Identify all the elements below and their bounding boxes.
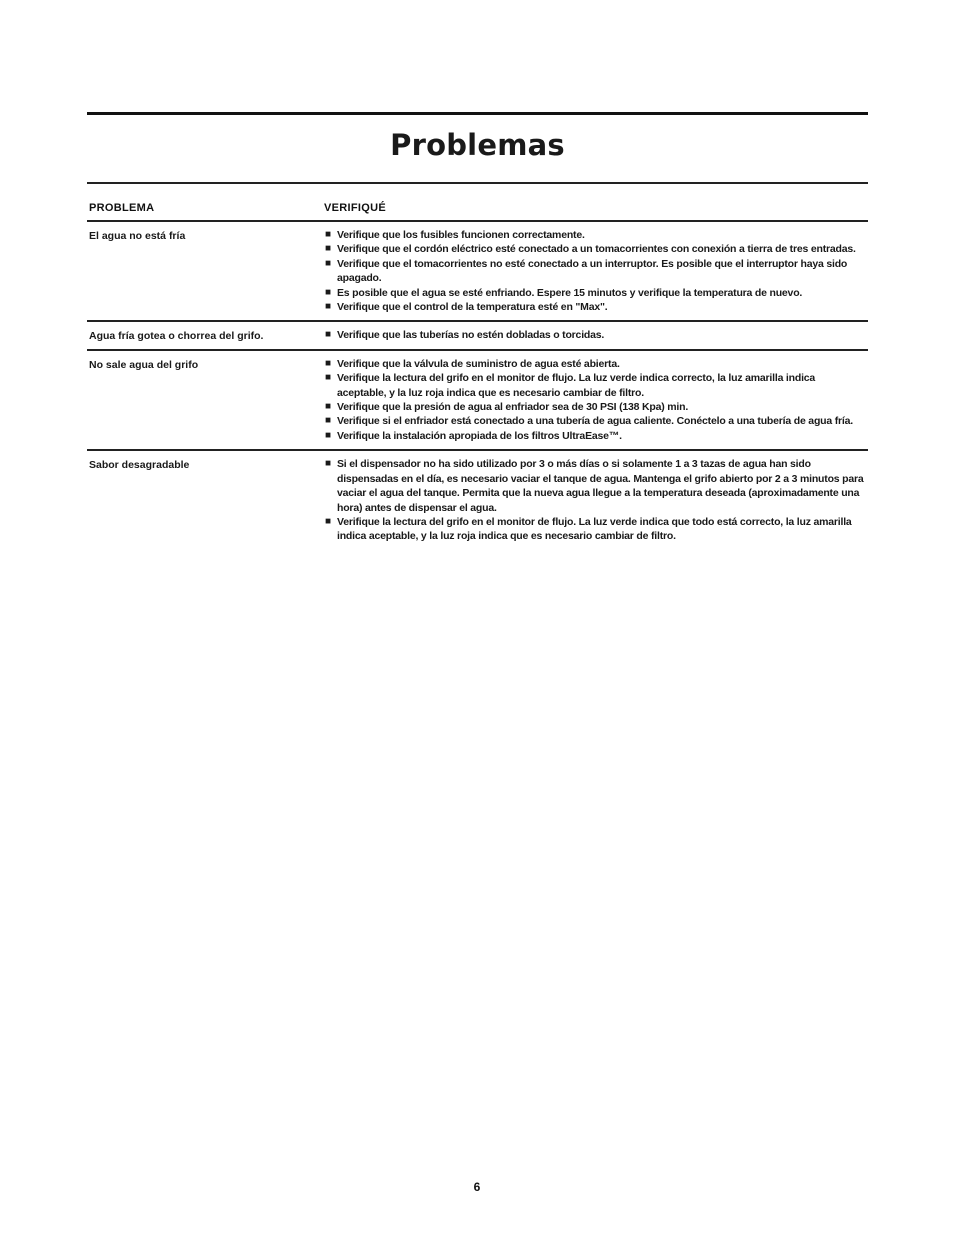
bullet-icon: ■ xyxy=(325,286,331,298)
check-item xyxy=(324,228,866,242)
check-cell xyxy=(324,451,868,549)
bullet-icon: ■ xyxy=(325,229,331,240)
check-item-text: Verifique la instalación apropiada de los filtros UltraEase™. xyxy=(337,429,622,442)
check-item xyxy=(324,429,866,443)
check-item-text: Verifique que el cordón eléctrico esté conectado a un tomacorrientes con conexión a tierra de tres entradas. xyxy=(337,243,856,256)
bullet-icon: ■ xyxy=(325,372,331,384)
problem-cell xyxy=(87,322,324,348)
troubleshooting-table xyxy=(87,192,868,550)
bullet-icon: ■ xyxy=(325,243,331,255)
check-item-text: Es posible que el agua se esté enfriando. Espere 15 minutos y verifique la temperatura de nuevo. xyxy=(337,286,803,299)
header-problem-cell xyxy=(87,198,324,216)
bullet-icon: ■ xyxy=(325,257,331,269)
bullet-icon: ■ xyxy=(325,458,331,470)
check-item-text: Verifique la lectura del grifo en el monitor de flujo. La luz verde indica correcto, la luz amarilla indica aceptable, y la luz roja indica que es necesario cambiar de filtro. xyxy=(337,372,816,399)
problem-text: Sabor desagradable xyxy=(89,459,190,472)
check-item xyxy=(324,457,866,515)
problem-text: El agua no está fría xyxy=(89,230,186,242)
check-cell xyxy=(324,222,868,320)
check-cell xyxy=(324,322,868,348)
bullet-icon: ■ xyxy=(325,357,331,369)
page-title: Problemas xyxy=(390,128,565,162)
table-row xyxy=(87,322,868,350)
check-item xyxy=(324,414,866,428)
check-item-text: Verifique que los fusibles funcionen correctamente. xyxy=(337,229,585,241)
check-list xyxy=(324,322,866,348)
bullet-icon: ■ xyxy=(325,329,331,341)
bullet-icon: ■ xyxy=(325,429,331,441)
check-list xyxy=(324,351,866,449)
check-item-text: Verifique que la presión de agua al enfriador sea de 30 PSI (138 Kpa) min. xyxy=(337,401,689,414)
check-item xyxy=(324,300,866,314)
header-problem-label: PROBLEMA xyxy=(89,202,155,214)
page-number: 6 xyxy=(473,1180,481,1194)
check-item-text: Verifique que el tomacorrientes no esté conectado a un interruptor. Es posible que el interruptor haya sido apagado. xyxy=(337,257,848,285)
check-item-text: Verifique que la válvula de suministro de agua esté abierta. xyxy=(337,357,620,370)
check-item-text: Verifique que el control de la temperatura esté en "Max". xyxy=(337,301,608,314)
bullet-icon: ■ xyxy=(325,515,331,527)
header-check-cell xyxy=(324,198,868,216)
problem-text: No sale agua del grifo xyxy=(89,358,199,371)
check-item xyxy=(324,328,866,342)
check-item xyxy=(324,286,866,300)
check-item xyxy=(324,371,866,400)
check-list xyxy=(324,451,866,549)
table-row xyxy=(87,351,868,451)
check-item-text: Si el dispensador no ha sido utilizado por 3 o más días o si solamente 1 a 3 tazas de agua han sido dispensadas en el día, es necesario vaciar el tanque de agua. Mantenga el grifo abierto por 2 a 3 minutos para vaciar el agua del tanque. Permita que la nueva agua llegue a la temperatura deseada (aproximadamente una hora) antes de dispensar el agua. xyxy=(337,458,864,514)
bullet-icon: ■ xyxy=(325,301,331,313)
header-check-label: VERIFIQUÉ xyxy=(324,202,386,214)
check-item-text: Verifique que las tuberías no estén dobladas o torcidas. xyxy=(337,329,605,342)
problem-cell xyxy=(87,222,324,320)
title-rule xyxy=(87,182,868,184)
table-row xyxy=(87,222,868,322)
check-list xyxy=(324,222,866,320)
top-rule xyxy=(87,112,868,115)
problem-text: Agua fría gotea o chorrea del grifo. xyxy=(89,330,264,343)
table-row xyxy=(87,451,868,549)
check-item-text: Verifique si el enfriador está conectado a una tubería de agua caliente. Conéctelo a una tubería de agua fría. xyxy=(337,415,853,428)
check-item xyxy=(324,257,866,286)
table-header xyxy=(87,192,868,222)
check-item xyxy=(324,515,866,544)
check-item xyxy=(324,400,866,414)
bullet-icon: ■ xyxy=(325,401,331,413)
check-item xyxy=(324,357,866,371)
problem-cell xyxy=(87,351,324,449)
check-cell xyxy=(324,351,868,449)
check-item-text: Verifique la lectura del grifo en el monitor de flujo. La luz verde indica que todo está correcto, la luz amarilla indica aceptable, y la luz roja indica que es necesario cambiar de filtro. xyxy=(337,515,852,543)
bullet-icon: ■ xyxy=(325,415,331,427)
problem-cell xyxy=(87,451,324,549)
check-item xyxy=(324,242,866,256)
